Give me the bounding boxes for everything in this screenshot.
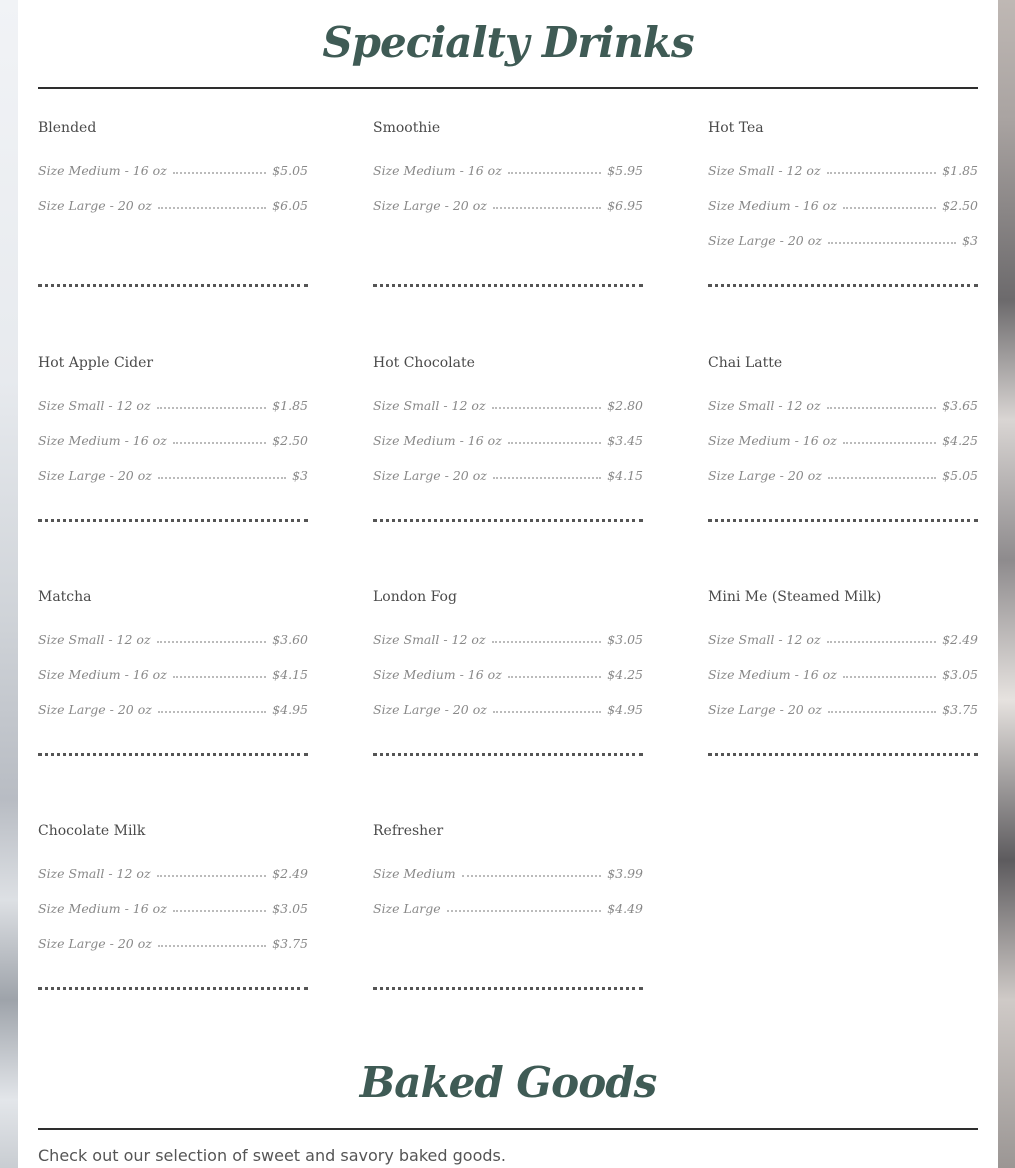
- item-size-label: Size Medium - 16 oz: [38, 433, 167, 448]
- menu-item: [38, 931, 308, 951]
- item-size-label: Size Small - 12 oz: [708, 163, 821, 178]
- menu-item: [373, 697, 643, 717]
- item-dot-leader: [173, 172, 266, 174]
- item-size-label: Size Medium - 16 oz: [38, 667, 167, 682]
- item-size-label: Size Large: [373, 901, 441, 916]
- item-dot-leader: [157, 641, 267, 643]
- specialty-drinks-title: Specialty Drinks: [322, 18, 694, 67]
- item-price: $3.05: [272, 901, 308, 916]
- item-size-label: Size Medium - 16 oz: [373, 667, 502, 682]
- item-dot-leader: [508, 676, 601, 678]
- category-divider: [38, 987, 308, 990]
- item-size-label: Size Large - 20 oz: [38, 702, 152, 717]
- item-price: $6.05: [272, 198, 308, 213]
- menu-item: [708, 193, 978, 213]
- item-dot-leader: [157, 875, 267, 877]
- category-title: Smoothie: [373, 120, 441, 136]
- item-price: $2.49: [942, 632, 978, 647]
- item-dot-leader: [827, 641, 937, 643]
- item-dot-leader: [173, 676, 266, 678]
- item-size-label: Size Large - 20 oz: [38, 468, 152, 483]
- baked-goods-rule: [38, 1128, 978, 1130]
- menu-item: [38, 627, 308, 647]
- menu-page: [18, 0, 998, 1168]
- menu-category: [38, 823, 308, 993]
- category-divider: [708, 284, 978, 287]
- menu-item: [708, 697, 978, 717]
- item-price: $4.49: [607, 901, 643, 916]
- menu-category: [373, 823, 643, 993]
- item-dot-leader: [158, 945, 266, 947]
- menu-category: [373, 120, 643, 290]
- item-size-label: Size Large - 20 oz: [38, 198, 152, 213]
- item-size-label: Size Small - 12 oz: [38, 398, 151, 413]
- item-price: $4.25: [607, 667, 643, 682]
- menu-item: [38, 158, 308, 178]
- category-divider: [373, 519, 643, 522]
- category-divider: [38, 753, 308, 756]
- category-title: Mini Me (Steamed Milk): [708, 589, 882, 605]
- menu-item: [38, 861, 308, 881]
- item-size-label: Size Medium - 16 oz: [373, 433, 502, 448]
- category-divider: [373, 987, 643, 990]
- menu-item: [373, 193, 643, 213]
- item-price: $5.95: [607, 163, 643, 178]
- item-size-label: Size Medium - 16 oz: [38, 163, 167, 178]
- item-size-label: Size Large - 20 oz: [708, 702, 822, 717]
- item-dot-leader: [158, 711, 266, 713]
- item-dot-leader: [462, 875, 602, 877]
- item-dot-leader: [158, 207, 266, 209]
- category-divider: [373, 753, 643, 756]
- item-price: $4.15: [607, 468, 643, 483]
- menu-item: [708, 393, 978, 413]
- item-price: $1.85: [942, 163, 978, 178]
- item-price: $5.05: [942, 468, 978, 483]
- item-price: $4.15: [272, 667, 308, 682]
- specialty-drinks-rule: [38, 87, 978, 89]
- background-right: [998, 0, 1015, 1168]
- item-dot-leader: [843, 207, 936, 209]
- item-dot-leader: [828, 477, 936, 479]
- menu-category: [373, 589, 643, 759]
- menu-item: [373, 463, 643, 483]
- menu-item: [38, 193, 308, 213]
- item-price: $5.05: [272, 163, 308, 178]
- item-price: $3: [292, 468, 308, 483]
- menu-item: [708, 463, 978, 483]
- item-price: $3.75: [272, 936, 308, 951]
- item-size-label: Size Small - 12 oz: [373, 632, 486, 647]
- category-title: London Fog: [373, 589, 457, 605]
- category-divider: [373, 284, 643, 287]
- item-dot-leader: [492, 641, 602, 643]
- baked-goods-title: Baked Goods: [359, 1058, 657, 1107]
- category-title: Hot Apple Cider: [38, 355, 154, 371]
- category-title: Hot Tea: [708, 120, 764, 136]
- item-price: $4.25: [942, 433, 978, 448]
- item-price: $3.75: [942, 702, 978, 717]
- item-price: $4.95: [272, 702, 308, 717]
- category-title: Matcha: [38, 589, 92, 605]
- menu-item: [38, 428, 308, 448]
- menu-item: [38, 463, 308, 483]
- menu-item: [708, 662, 978, 682]
- item-dot-leader: [843, 442, 936, 444]
- menu-category: [38, 355, 308, 525]
- menu-category: [373, 355, 643, 525]
- menu-item: [373, 428, 643, 448]
- item-dot-leader: [508, 442, 601, 444]
- item-price: $2.50: [942, 198, 978, 213]
- item-price: $4.95: [607, 702, 643, 717]
- menu-item: [373, 896, 643, 916]
- category-divider: [708, 753, 978, 756]
- item-size-label: Size Large - 20 oz: [708, 468, 822, 483]
- menu-item: [38, 697, 308, 717]
- menu-item: [373, 627, 643, 647]
- item-size-label: Size Large - 20 oz: [373, 702, 487, 717]
- menu-item: [373, 393, 643, 413]
- item-price: $3.65: [942, 398, 978, 413]
- item-size-label: Size Medium - 16 oz: [38, 901, 167, 916]
- menu-item: [373, 158, 643, 178]
- item-size-label: Size Medium - 16 oz: [708, 433, 837, 448]
- item-size-label: Size Small - 12 oz: [708, 398, 821, 413]
- menu-category: [708, 355, 978, 525]
- item-size-label: Size Large - 20 oz: [373, 198, 487, 213]
- item-price: $2.50: [272, 433, 308, 448]
- item-dot-leader: [173, 442, 266, 444]
- item-dot-leader: [493, 207, 601, 209]
- menu-category: [708, 120, 978, 290]
- menu-item: [38, 662, 308, 682]
- menu-category: [38, 589, 308, 759]
- item-size-label: Size Medium: [373, 866, 456, 881]
- item-dot-leader: [827, 407, 937, 409]
- menu-item: [38, 896, 308, 916]
- item-size-label: Size Small - 12 oz: [708, 632, 821, 647]
- item-price: $3.05: [607, 632, 643, 647]
- item-dot-leader: [828, 242, 956, 244]
- category-title: Refresher: [373, 823, 444, 839]
- item-price: $3.05: [942, 667, 978, 682]
- item-price: $3.60: [272, 632, 308, 647]
- item-price: $6.95: [607, 198, 643, 213]
- item-price: $3.45: [607, 433, 643, 448]
- item-price: $1.85: [272, 398, 308, 413]
- category-divider: [38, 519, 308, 522]
- item-dot-leader: [843, 676, 936, 678]
- item-price: $3.99: [607, 866, 643, 881]
- menu-item: [708, 228, 978, 248]
- menu-item: [373, 662, 643, 682]
- item-dot-leader: [173, 910, 266, 912]
- menu-category: [708, 589, 978, 759]
- menu-item: [708, 428, 978, 448]
- item-dot-leader: [493, 477, 601, 479]
- item-size-label: Size Small - 12 oz: [38, 866, 151, 881]
- menu-category: [38, 120, 308, 290]
- category-divider: [38, 284, 308, 287]
- item-dot-leader: [157, 407, 267, 409]
- category-title: Chai Latte: [708, 355, 783, 371]
- menu-item: [708, 158, 978, 178]
- item-dot-leader: [827, 172, 937, 174]
- item-price: $2.80: [607, 398, 643, 413]
- item-size-label: Size Large - 20 oz: [708, 233, 822, 248]
- item-size-label: Size Small - 12 oz: [38, 632, 151, 647]
- item-dot-leader: [158, 477, 286, 479]
- menu-item: [373, 861, 643, 881]
- item-size-label: Size Medium - 16 oz: [373, 163, 502, 178]
- category-divider: [708, 519, 978, 522]
- item-dot-leader: [828, 711, 936, 713]
- item-dot-leader: [508, 172, 601, 174]
- item-size-label: Size Large - 20 oz: [373, 468, 487, 483]
- item-size-label: Size Small - 12 oz: [373, 398, 486, 413]
- item-dot-leader: [447, 910, 602, 912]
- category-title: Chocolate Milk: [38, 823, 146, 839]
- menu-item: [38, 393, 308, 413]
- menu-item: [708, 627, 978, 647]
- item-dot-leader: [493, 711, 601, 713]
- category-title: Hot Chocolate: [373, 355, 475, 371]
- category-title: Blended: [38, 120, 97, 136]
- item-size-label: Size Medium - 16 oz: [708, 198, 837, 213]
- baked-goods-intro: Check out our selection of sweet and savory baked goods.: [38, 1146, 506, 1165]
- item-size-label: Size Large - 20 oz: [38, 936, 152, 951]
- background-left: [0, 0, 18, 1168]
- item-price: $3: [962, 233, 978, 248]
- item-size-label: Size Medium - 16 oz: [708, 667, 837, 682]
- item-dot-leader: [492, 407, 602, 409]
- item-price: $2.49: [272, 866, 308, 881]
